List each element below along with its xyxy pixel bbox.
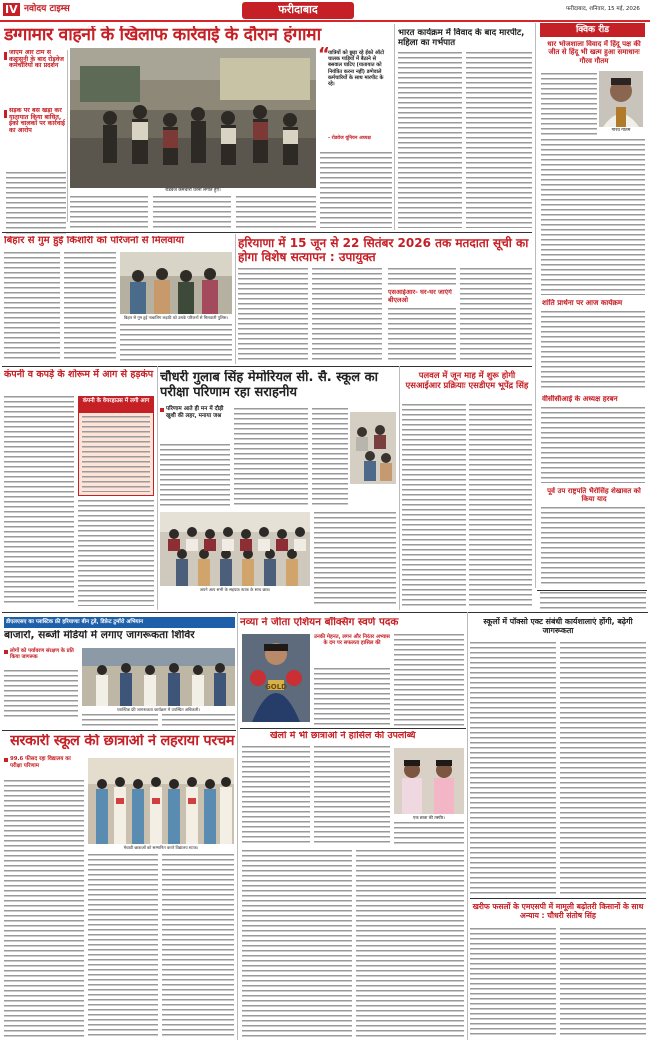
story3-body-col3 (388, 308, 456, 362)
lead-right-headline: भारत कार्यक्रम में विवाद के बाद मारपीट, महिला का गर्भपात (398, 28, 525, 48)
story7-headline: नव्या ने जीता एशियन बॉक्सिंग स्वर्ण पदक (240, 617, 399, 628)
lead-subhead-box (4, 50, 68, 222)
lead-photo (70, 48, 316, 188)
lead-photo-caption: रोडवेज कर्मचारी धरना लगाते हुए। (165, 188, 221, 193)
quick-read-column (535, 23, 647, 588)
story10-body-col1 (4, 780, 84, 1038)
rule-below-lead (2, 232, 532, 233)
strip-body-col2 (82, 714, 158, 728)
story3-body-col4 (460, 268, 532, 362)
story8-farm-headline: खरीफ फसलों के एमएसपी में मामूली बढ़ोतरी किसानों के साथ अन्याय : चौधरी संतोष सिंह (472, 902, 644, 921)
section-title: फरीदाबाद (278, 3, 318, 16)
story5-body-col1 (160, 444, 230, 508)
quick-read-brief1: शांति प्रार्थना पर आज कार्यक्रम (542, 299, 623, 307)
story3-body-col2 (312, 268, 382, 362)
quick-read-headline: धार भोजशाला विवाद में हिंदू पक्ष की जीत से हिंदू भी खत्म हुआ समाधानः गौरव गौतम (547, 40, 641, 65)
masthead-tagline (92, 4, 132, 10)
quick-read-photo-caption: गौरव गौतम (611, 128, 631, 133)
col-sep-6 (394, 24, 395, 230)
story10-bullet-box (4, 756, 84, 778)
story5-body-col2 (234, 408, 308, 508)
story7-quote-box (314, 634, 390, 664)
story8-farm-body-col2 (560, 928, 646, 1038)
lead-quote-author: - रोडवेज यूनियन अध्यक्ष (328, 136, 371, 141)
quick-read-brief2: वीसीसीआई के अध्यक्ष हरबन (542, 395, 618, 403)
strip-headline: डीएलएसए का प्लास्टिक फ्री हरियाणाः बीन टुडे, डिफ़ेट टुमॉरो अभियान (6, 619, 144, 625)
paper-name: नवोदय टाइम्स (24, 4, 70, 14)
col-sep-1 (237, 612, 238, 1040)
lead-body-col1 (6, 172, 66, 236)
story4-box (78, 396, 154, 496)
col-sep-3 (157, 366, 158, 610)
strip-photo (82, 648, 235, 706)
quick-read-brief2-body (541, 407, 645, 483)
story10-bullet: 99.6 फीसद रहा विद्यालय का परीक्षा परिणाम (10, 756, 71, 769)
story7-body-col1 (314, 668, 390, 726)
col-sep-5 (235, 234, 236, 364)
masthead-rule (0, 20, 650, 22)
right-col-tail-body (540, 592, 646, 610)
story5-body-col4 (314, 512, 396, 606)
col-sep-2 (467, 612, 468, 1040)
quick-read-body2 (541, 139, 645, 295)
rule-below-story6 (537, 590, 647, 591)
story9-body-col3 (394, 822, 464, 846)
story6-body-col2 (469, 404, 532, 606)
strip-photo-caption: प्लास्टिक फ्री जागरूकता कार्यक्रम में उपस्थित अधिकारी। (116, 707, 201, 712)
lead-body-col2 (70, 196, 148, 230)
lead-sub2: सड़क पर बसें खड़ी कर यातायात किया बाधित, ईको चालकों पर कार्रवाई का आरोप (9, 108, 65, 134)
quick-read-label: क्विक रीड (540, 23, 645, 37)
dateline: फरीदाबाद, शनिवार, 15 मई, 2026 (566, 6, 640, 12)
story4-box-title: कंपनी के वेयरहाउस में लगी आग (79, 397, 153, 413)
col-sep-4 (399, 366, 400, 610)
story2-body-col3 (120, 324, 232, 362)
story2-body-col2 (64, 252, 116, 362)
story3-side-headline: एसआईआर- घर-घर जाएंगे बीएलओ (388, 289, 452, 304)
rule-above-story10 (2, 730, 236, 731)
story2-photo-caption: बिहार से गुम हुई नाबालिग लड़की को उसके परिजनों से मिलवाती पुलिस। (124, 315, 228, 320)
story8-headline: स्कूलों में पॉक्सो एक्ट संबंधी कार्यशालाएं होंगी, बढ़ेगी जागरूकता (483, 617, 633, 636)
story4-body-col2 (78, 500, 154, 606)
story6-headline: पलवल में जून माह में शुरू होगी एसआईआर प्रक्रियाः एसडीएम भूपेंद्र सिंह (405, 370, 529, 391)
story9-headline: खेलों में भी छात्राओं ने हासिल की उपलब्धि (270, 731, 416, 741)
quick-read-brief1-body (541, 311, 645, 391)
lead-right-body-col2 (466, 52, 532, 228)
lead-quote-box (318, 44, 392, 148)
strip-bullet: लोगों को पर्यावरण संरक्षण के प्रति किया जागरूक (10, 648, 74, 661)
lead-body-col3 (153, 196, 231, 230)
story10-body-col3 (162, 854, 234, 1038)
svg-text:GOLD: GOLD (265, 683, 287, 691)
story10-bullet-marker (4, 758, 8, 762)
story9-photo (394, 748, 464, 814)
lead-quote: यात्रियों को छुड़ा रहे ईको ऑटो चालक गाड़ियों में बैठाने से बसवाल घाटिए (यातायात को नियंत्रित करना नहीं) डग्गेवाले कर्मचारियों के साथ मारपीट के रहे। (328, 50, 385, 88)
story8-body-col2 (560, 642, 646, 896)
story9-body-col5 (356, 850, 464, 1038)
story8-body-col1 (470, 642, 556, 896)
quick-read-brief3: पूर्व उप राष्ट्रपति भैरोसिंह शेखावत को किया याद (547, 487, 641, 504)
story5-photo (350, 412, 396, 484)
story9-body-col2 (314, 746, 390, 846)
story7-quote: उनकी मेहनत, लगन और निरंतर अभ्यास के दम पर सफलता हासिल की (314, 634, 390, 647)
story7-body-col2 (394, 634, 464, 726)
lead-body-col-quote (320, 152, 392, 228)
lead-sub1: जीएम और टीम से कहासुनी के बाद रोडवेज कर्मचारियों का प्रदर्शन (9, 50, 64, 70)
story3-body-col1 (238, 268, 308, 362)
strip-subhead: बाजारों, सब्जी मंडियों में लगाए जागरूकता शिविर (4, 630, 195, 641)
story3-headline: हरियाणा में 15 जून से 22 सितंबर 2026 तक मतदाता सूची का होगा विशेष सत्यापन : उपायुक्त (238, 236, 529, 264)
lead-sub1-marker (4, 52, 7, 60)
rule-above-strip (2, 612, 648, 613)
story9-body-col4 (242, 850, 352, 1038)
story2-headline: बिहार से गुम हुई किशोरी को परिजनों से मिलवाया (4, 236, 184, 246)
story5-photo-caption: अपने आप सभी के सहपाठ स्टाफ के साथ छात्र। (199, 587, 271, 592)
story10-photo (88, 758, 234, 844)
story5-group-photo (160, 512, 310, 586)
quote-mark-icon: “ (318, 44, 330, 65)
lead-right-body-col1 (398, 52, 462, 228)
rule-above-story9 (240, 728, 466, 729)
story4-body-col1 (4, 396, 74, 606)
strip-body-col1 (4, 670, 78, 720)
story6-body-col1 (402, 404, 466, 606)
story7-photo (242, 634, 310, 722)
story4-headline: कंपनी व कपड़े के शोरूम में आग से हड़कंप (4, 369, 154, 380)
story5-bullet: परिणाम आते ही मन में दौड़ी खुशी की लहर, मनाया जश्न (166, 406, 224, 419)
story8-farm-body-col1 (470, 928, 556, 1038)
story5-bullet-box (160, 406, 230, 444)
story5-headline: चौधरी गुलाब सिंह मेमोरियल सी. सै. स्कूल का परीक्षा परिणाम रहा सराहनीय (160, 370, 378, 400)
story10-body-col2 (88, 854, 158, 1038)
lead-headline: डग्गामार वाहनों के खिलाफ कार्रवाई के दौरान हंगामा (4, 26, 321, 45)
story9-body-col1 (242, 746, 310, 846)
rule-above-farm (470, 898, 646, 899)
page-number: IV (5, 3, 18, 16)
rule-below-story3 (2, 366, 532, 367)
story5-bullet-marker (160, 408, 164, 412)
story4-box-body (82, 416, 150, 492)
story9-photo-caption: एक छात्रा की तस्वीर। (413, 815, 445, 820)
story2-body-col1 (4, 252, 60, 362)
strip-bullet-box (4, 648, 78, 670)
quick-read-body1 (541, 73, 597, 135)
story3-body-col3a (388, 268, 456, 288)
story5-body-col3 (312, 408, 348, 508)
quick-read-brief3-body (541, 507, 645, 587)
quick-read-photo (599, 71, 643, 127)
story10-headline: सरकारी स्कूल की छात्राओं ने लहराया परचम (10, 734, 235, 749)
story10-photo-caption: मेधावी छात्राओं को सम्मानित करते विद्यालय स्टाफ। (123, 845, 199, 850)
story2-photo (120, 252, 232, 314)
strip-body-col3 (162, 714, 235, 728)
lead-body-col4 (236, 196, 316, 230)
strip-bullet-marker (4, 650, 8, 654)
lead-sub2-marker (4, 110, 7, 118)
